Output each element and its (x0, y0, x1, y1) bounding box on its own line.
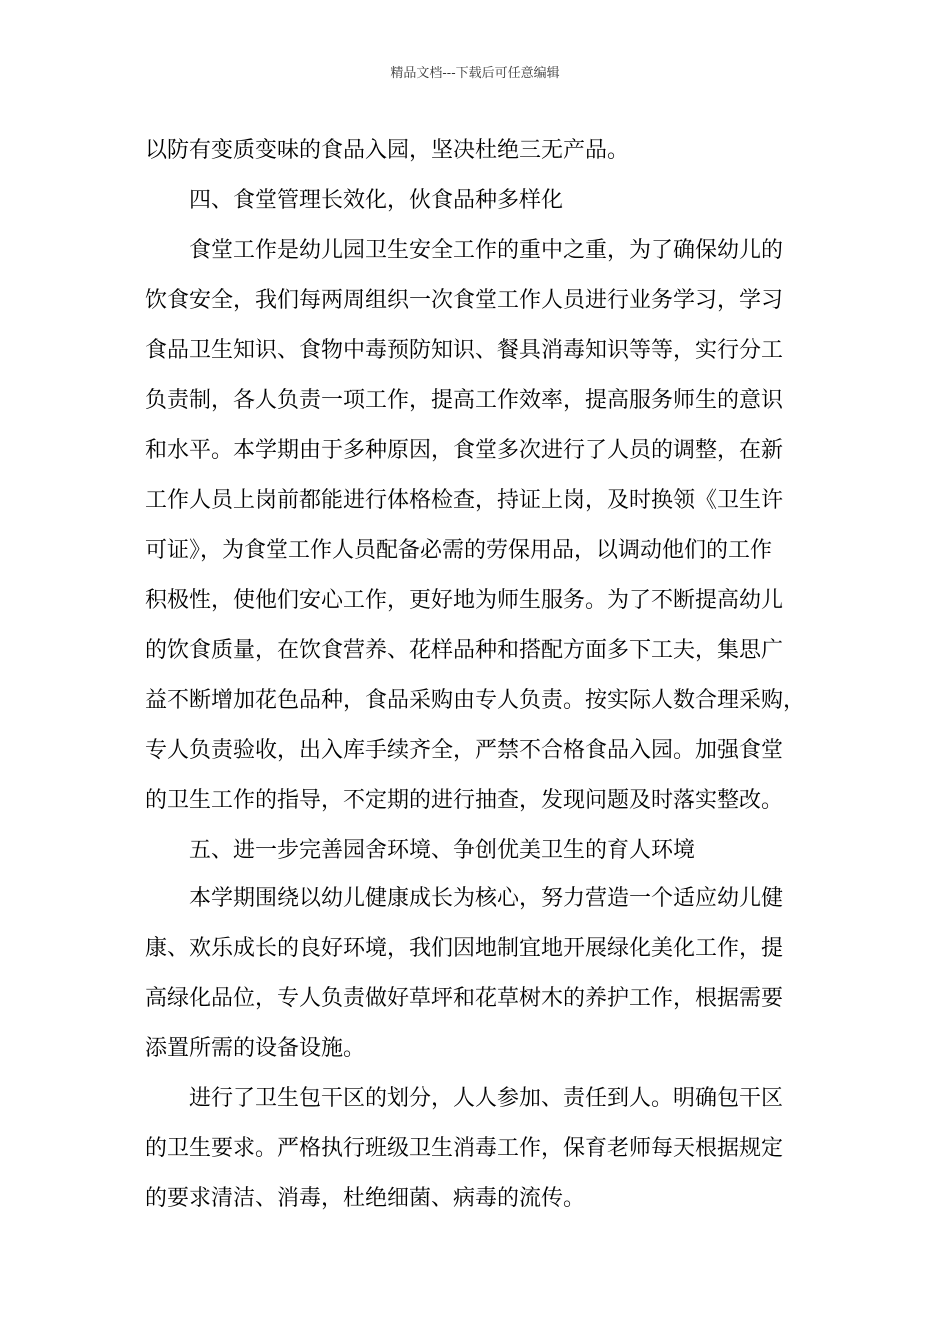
text-line: 益不断增加花色品种，食品采购由专人负责。按实际人数合理采购， (145, 688, 806, 713)
text-line: 添置所需的设备设施。 (145, 1036, 366, 1061)
text-line: 食品卫生知识、食物中毒预防知识、餐具消毒知识等等，实行分工 (145, 338, 784, 363)
text-line: 的要求清洁、消毒，杜绝细菌、病毒的流传。 (145, 1186, 586, 1211)
text-line: 的卫生工作的指导，不定期的进行抽查，发现问题及时落实整改。 (145, 788, 784, 813)
text-line: 本学期围绕以幼儿健康成长为核心，努力营造一个适应幼儿健 (145, 886, 784, 911)
text-line: 康、欢乐成长的良好环境，我们因地制宜地开展绿化美化工作，提 (145, 936, 784, 961)
text-line: 进行了卫生包干区的划分，人人参加、责任到人。明确包干区 (145, 1086, 784, 1111)
text-line: 和水平。本学期由于多种原因，食堂多次进行了人员的调整，在新 (145, 438, 784, 463)
text-line: 以防有变质变味的食品入园，坚决杜绝三无产品。 (145, 138, 630, 163)
text-line: 高绿化品位，专人负责做好草坪和花草树木的养护工作，根据需要 (145, 986, 784, 1011)
section-heading: 四、食堂管理长效化，伙食品种多样化 (145, 188, 564, 213)
section-heading: 五、进一步完善园舍环境、争创优美卫生的育人环境 (145, 838, 696, 863)
text-line: 的卫生要求。严格执行班级卫生消毒工作，保育老师每天根据规定 (145, 1136, 784, 1161)
text-line: 可证》，为食堂工作人员配备必需的劳保用品，以调动他们的工作 (145, 538, 773, 563)
text-line: 食堂工作是幼儿园卫生安全工作的重中之重，为了确保幼儿的 (145, 238, 784, 263)
page-header: 精品文档---下载后可任意编辑 (390, 66, 560, 81)
text-line: 专人负责验收，出入库手续齐全，严禁不合格食品入园。加强食堂 (145, 738, 784, 763)
text-line: 工作人员上岗前都能进行体格检查，持证上岗，及时换领《卫生许 (145, 488, 784, 513)
text-line: 的饮食质量，在饮食营养、花样品种和搭配方面多下工夫，集思广 (145, 638, 784, 663)
text-line: 负责制，各人负责一项工作，提高工作效率，提高服务师生的意识 (145, 388, 784, 413)
text-line: 积极性，使他们安心工作，更好地为师生服务。为了不断提高幼儿 (145, 588, 784, 613)
text-line: 饮食安全，我们每两周组织一次食堂工作人员进行业务学习，学习 (145, 288, 784, 313)
